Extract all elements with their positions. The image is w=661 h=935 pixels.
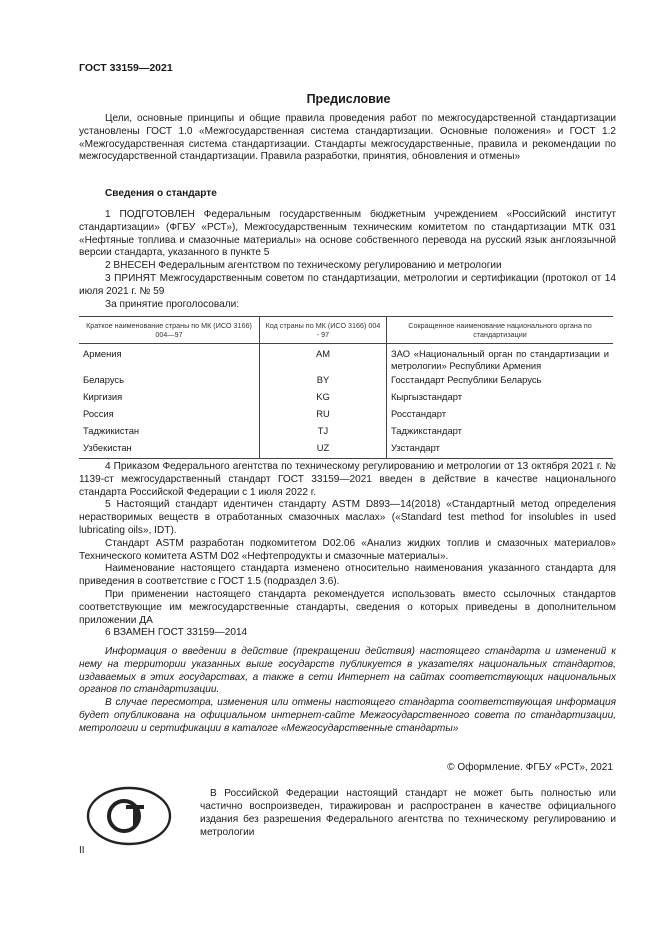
table-cell-org: Кыргызстандарт	[387, 390, 614, 407]
table-header-code: Код страны по МК (ИСО 3166) 004 - 97	[260, 317, 387, 344]
reproduction-notice-text: В Российской Федерации настоящий стандарт не может быть полностью или частично воспроизведен, тиражирован и распространен в качестве официального издания без разрешения Федерального агентства по техническому регулированию и метрологии	[200, 788, 616, 838]
table-cell-code: BY	[260, 373, 387, 390]
table-row	[79, 407, 613, 424]
table-header-org: Сокращенное наименование национального органа по стандартизации	[387, 317, 614, 344]
intro-paragraph: Цели, основные принципы и общие правила проведения работ по межгосударственной стандартизации установлены ГОСТ 1.0 «Межгосударственная система стандартизации. Основные положения» и ГОСТ 1.2 «Межгосударственная система стандартизации. Стандарты межгосударственные, правила и рекомендации по межгосударственной стандартизации. Правила разработки, принятия, обновления и отмены»	[79, 113, 616, 163]
item-4: 4 Приказом Федерального агентства по техническому регулированию и метрологии от 13 октября 2021 г. № 1139-ст межгосударственный стандарт ГОСТ 33159—2021 введен в действие в качестве национального стандарта Российской Федерации с 1 июля 2022 г.	[79, 461, 616, 498]
table-cell-country: Таджикистан	[83, 425, 140, 436]
item-5-name-change: Наименование настоящего стандарта изменено относительно наименования указанного стандарта для приведения в соответствие с ГОСТ 1.5 (подраздел 3.6).	[79, 563, 616, 588]
info-block	[79, 646, 616, 736]
item-5-references: При применении настоящего стандарта рекомендуется использовать вместо ссылочных стандартов соответствующие им межгосударственные стандарты, сведения о которых приведены в дополнительном приложении ДА	[79, 588, 616, 626]
table-cell-code: RU	[260, 407, 387, 424]
table-header-row	[79, 317, 613, 344]
table-cell-country: Армения	[83, 348, 122, 359]
item-3: 3 ПРИНЯТ Межгосударственным советом по стандартизации, метрологии и сертификации (протокол от 14 июля 2021 г. № 59	[79, 272, 616, 297]
table-cell-org: ЗАО «Национальный орган по стандартизации и метрологии» Республики Армения	[387, 344, 614, 374]
table-cell-org: Узстандарт	[387, 441, 614, 459]
table-row	[79, 373, 613, 390]
voting-states-table	[79, 316, 613, 459]
copyright-line: © Оформление. ФГБУ «РСТ», 2021	[447, 762, 613, 773]
enactment-block	[79, 461, 616, 640]
item-1: 1 ПОДГОТОВЛЕН Федеральным государственным бюджетным учреждением «Российский институт стандартизации» (ФГБУ «РСТ»), Межгосударственным техническим комитетом по стандартизации МТК 031 «Нефтяные топлива и смазочные материалы» на основе собственного перевода на русский язык англоязычной версии стандарта, указанного в пункте 5	[79, 209, 616, 259]
standard-info-block	[79, 209, 616, 311]
table-cell-country: Беларусь	[83, 374, 125, 385]
page-number: II	[79, 845, 85, 856]
table-cell-country: Киргизия	[83, 391, 123, 402]
table-cell-country: Узбекистан	[79, 441, 260, 459]
item-5-astm: Стандарт ASTM разработан подкомитетом D02.06 «Анализ жидких топлив и смазочных материалов» Технического комитета ASTM D02 «Нефтепродукты и смазочные материалы».	[79, 537, 616, 562]
intro-block	[79, 113, 616, 164]
table-cell-code: UZ	[260, 441, 387, 459]
item-6: 6 ВЗАМЕН ГОСТ 33159—2014	[105, 627, 248, 639]
table-cell-code: TJ	[260, 424, 387, 441]
table-header-country: Краткое наименование страны по МК (ИСО 3166) 004—97	[79, 317, 260, 344]
item-5: 5 Настоящий стандарт идентичен стандарту ASTM D893—14(2018) «Стандартный метод определения нерастворимых веществ в отработанных смазочных маслах» («Standard test method for insolubles in used lubricating oils», IDT).	[79, 499, 616, 536]
info-paragraph-1: Информация о введении в действие (прекращении действия) настоящего стандарта и изменений к нему на территории указанных выше государств публикуется в указателях национальных стандартов, издаваемых в этих государствах, а также в сети Интернет на сайтах соответствующих национальных органов по стандартизации.	[79, 646, 616, 696]
gost-certification-logo	[86, 786, 172, 846]
info-paragraph-2: В случае пересмотра, изменения или отмены настоящего стандарта соответствующая информация будет опубликована на официальном интернет-сайте Межгосударственного совета по стандартизации, метрологии и сертификации в каталоге «Межгосударственные стандарты»	[79, 697, 616, 734]
document-header-id: ГОСТ 33159—2021	[79, 62, 173, 74]
table-cell-org: Таджикстандарт	[387, 424, 614, 441]
section-subtitle: Сведения о стандарте	[105, 188, 217, 199]
table-cell-code: KG	[260, 390, 387, 407]
table-cell-country: Россия	[83, 408, 114, 419]
reproduction-notice	[200, 787, 616, 839]
table-row	[79, 424, 613, 441]
table-cell-code: AM	[260, 344, 387, 374]
table-row	[79, 390, 613, 407]
page-title: Предисловие	[306, 92, 391, 106]
table-cell-org: Госстандарт Республики Беларусь	[387, 373, 614, 390]
table-row	[79, 344, 613, 374]
table-cell-org: Росстандарт	[387, 407, 614, 424]
item-3-voted: За принятие проголосовали:	[105, 298, 240, 310]
item-2: 2 ВНЕСЕН Федеральным агентством по техническому регулированию и метрологии	[105, 260, 502, 272]
table-row	[79, 441, 613, 459]
